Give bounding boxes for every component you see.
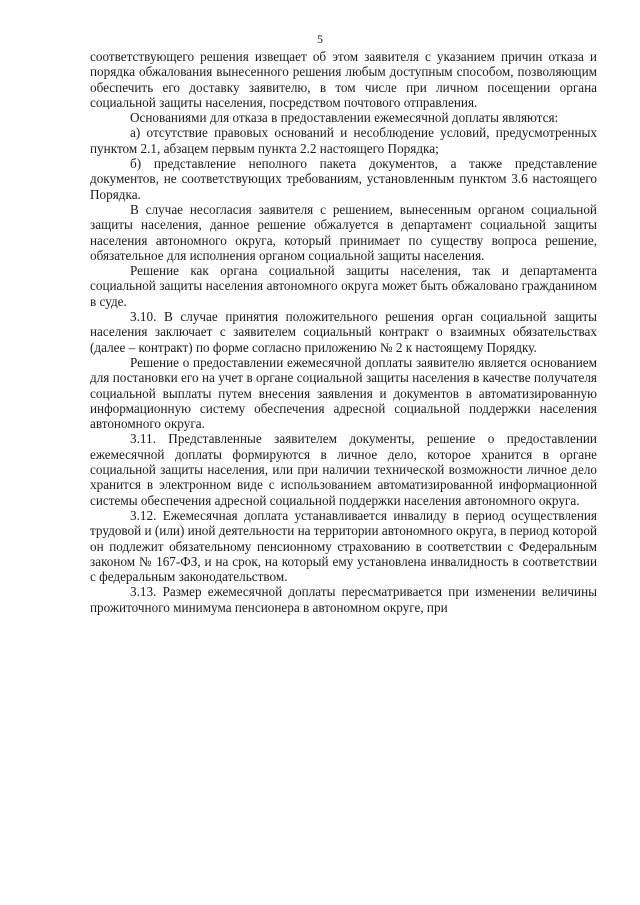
paragraph: а) отсутствие правовых оснований и несоблюдение условий, предусмотренных пунктом 2.1, абзацем первым пункта 2.2 настоящего Порядка; [90, 125, 597, 156]
paragraph: 3.13. Размер ежемесячной доплаты пересматривается при изменении величины прожиточного минимума пенсионера в автономном округе, при [90, 584, 597, 615]
paragraph: б) представление неполного пакета документов, а также представление документов, не соответствующих требованиям, установленным пунктом 3.6 настоящего Порядка. [90, 156, 597, 202]
paragraph: Решение как органа социальной защиты населения, так и департамента социальной защиты населения автономного округа может быть обжаловано гражданином в суде. [90, 263, 597, 309]
paragraph: Основаниями для отказа в предоставлении ежемесячной доплаты являются: [130, 110, 559, 126]
paragraph: 3.10. В случае принятия положительного решения орган социальной защиты населения заключает с заявителем социальный контракт о взаимных обязательствах (далее – контракт) по форме согласно приложению № 2 к настоящему Порядку. [90, 309, 597, 355]
paragraph: В случае несогласия заявителя с решением, вынесенным органом социальной защиты населения, данное решение обжалуется в департамент социальной защиты населения автономного округа, который принимает по существу вопроса решение, обязательное для исполнения органом социальной защиты населения. [90, 201, 597, 263]
paragraph: Решение о предоставлении ежемесячной доплаты заявителю является основанием для постановки его на учет в органе социальной защиты населения в качестве получателя социальной выплаты путем внесения заявления и документов в автоматизированную информационную систему обеспечения адресной социальной поддержки населения автономного округа. [90, 354, 597, 432]
page-number: 5 [317, 32, 323, 46]
document-body [90, 49, 597, 615]
paragraph: соответствующего решения извещает об этом заявителя с указанием причин отказа и порядка обжалования вынесенного решения любым доступным способом, позволяющим обеспечить его доставку заявителю, в том числе при личном посещении органа социальной защиты населения, посредством почтового отправления. [90, 49, 597, 110]
paragraph: 3.11. Представленные заявителем документы, решение о предоставлении ежемесячной доплаты формируются в личное дело, которое хранится в органе социальной защиты населения, или при наличии технической возможности личное дело хранится в электронном виде с использованием автоматизированной информационной системы обеспечения адресной социальной поддержки населения автономного округа. [90, 431, 597, 508]
paragraph: 3.12. Ежемесячная доплата устанавливается инвалиду в период осуществления трудовой и (или) иной деятельности на территории автономного округа, в период которой он подлежит обязательному пенсионному страхованию в соответствии с Федеральным законом № 167-ФЗ, и на срок, на который ему установлена инвалидность в соответствии с федеральным законодательством. [90, 507, 597, 585]
